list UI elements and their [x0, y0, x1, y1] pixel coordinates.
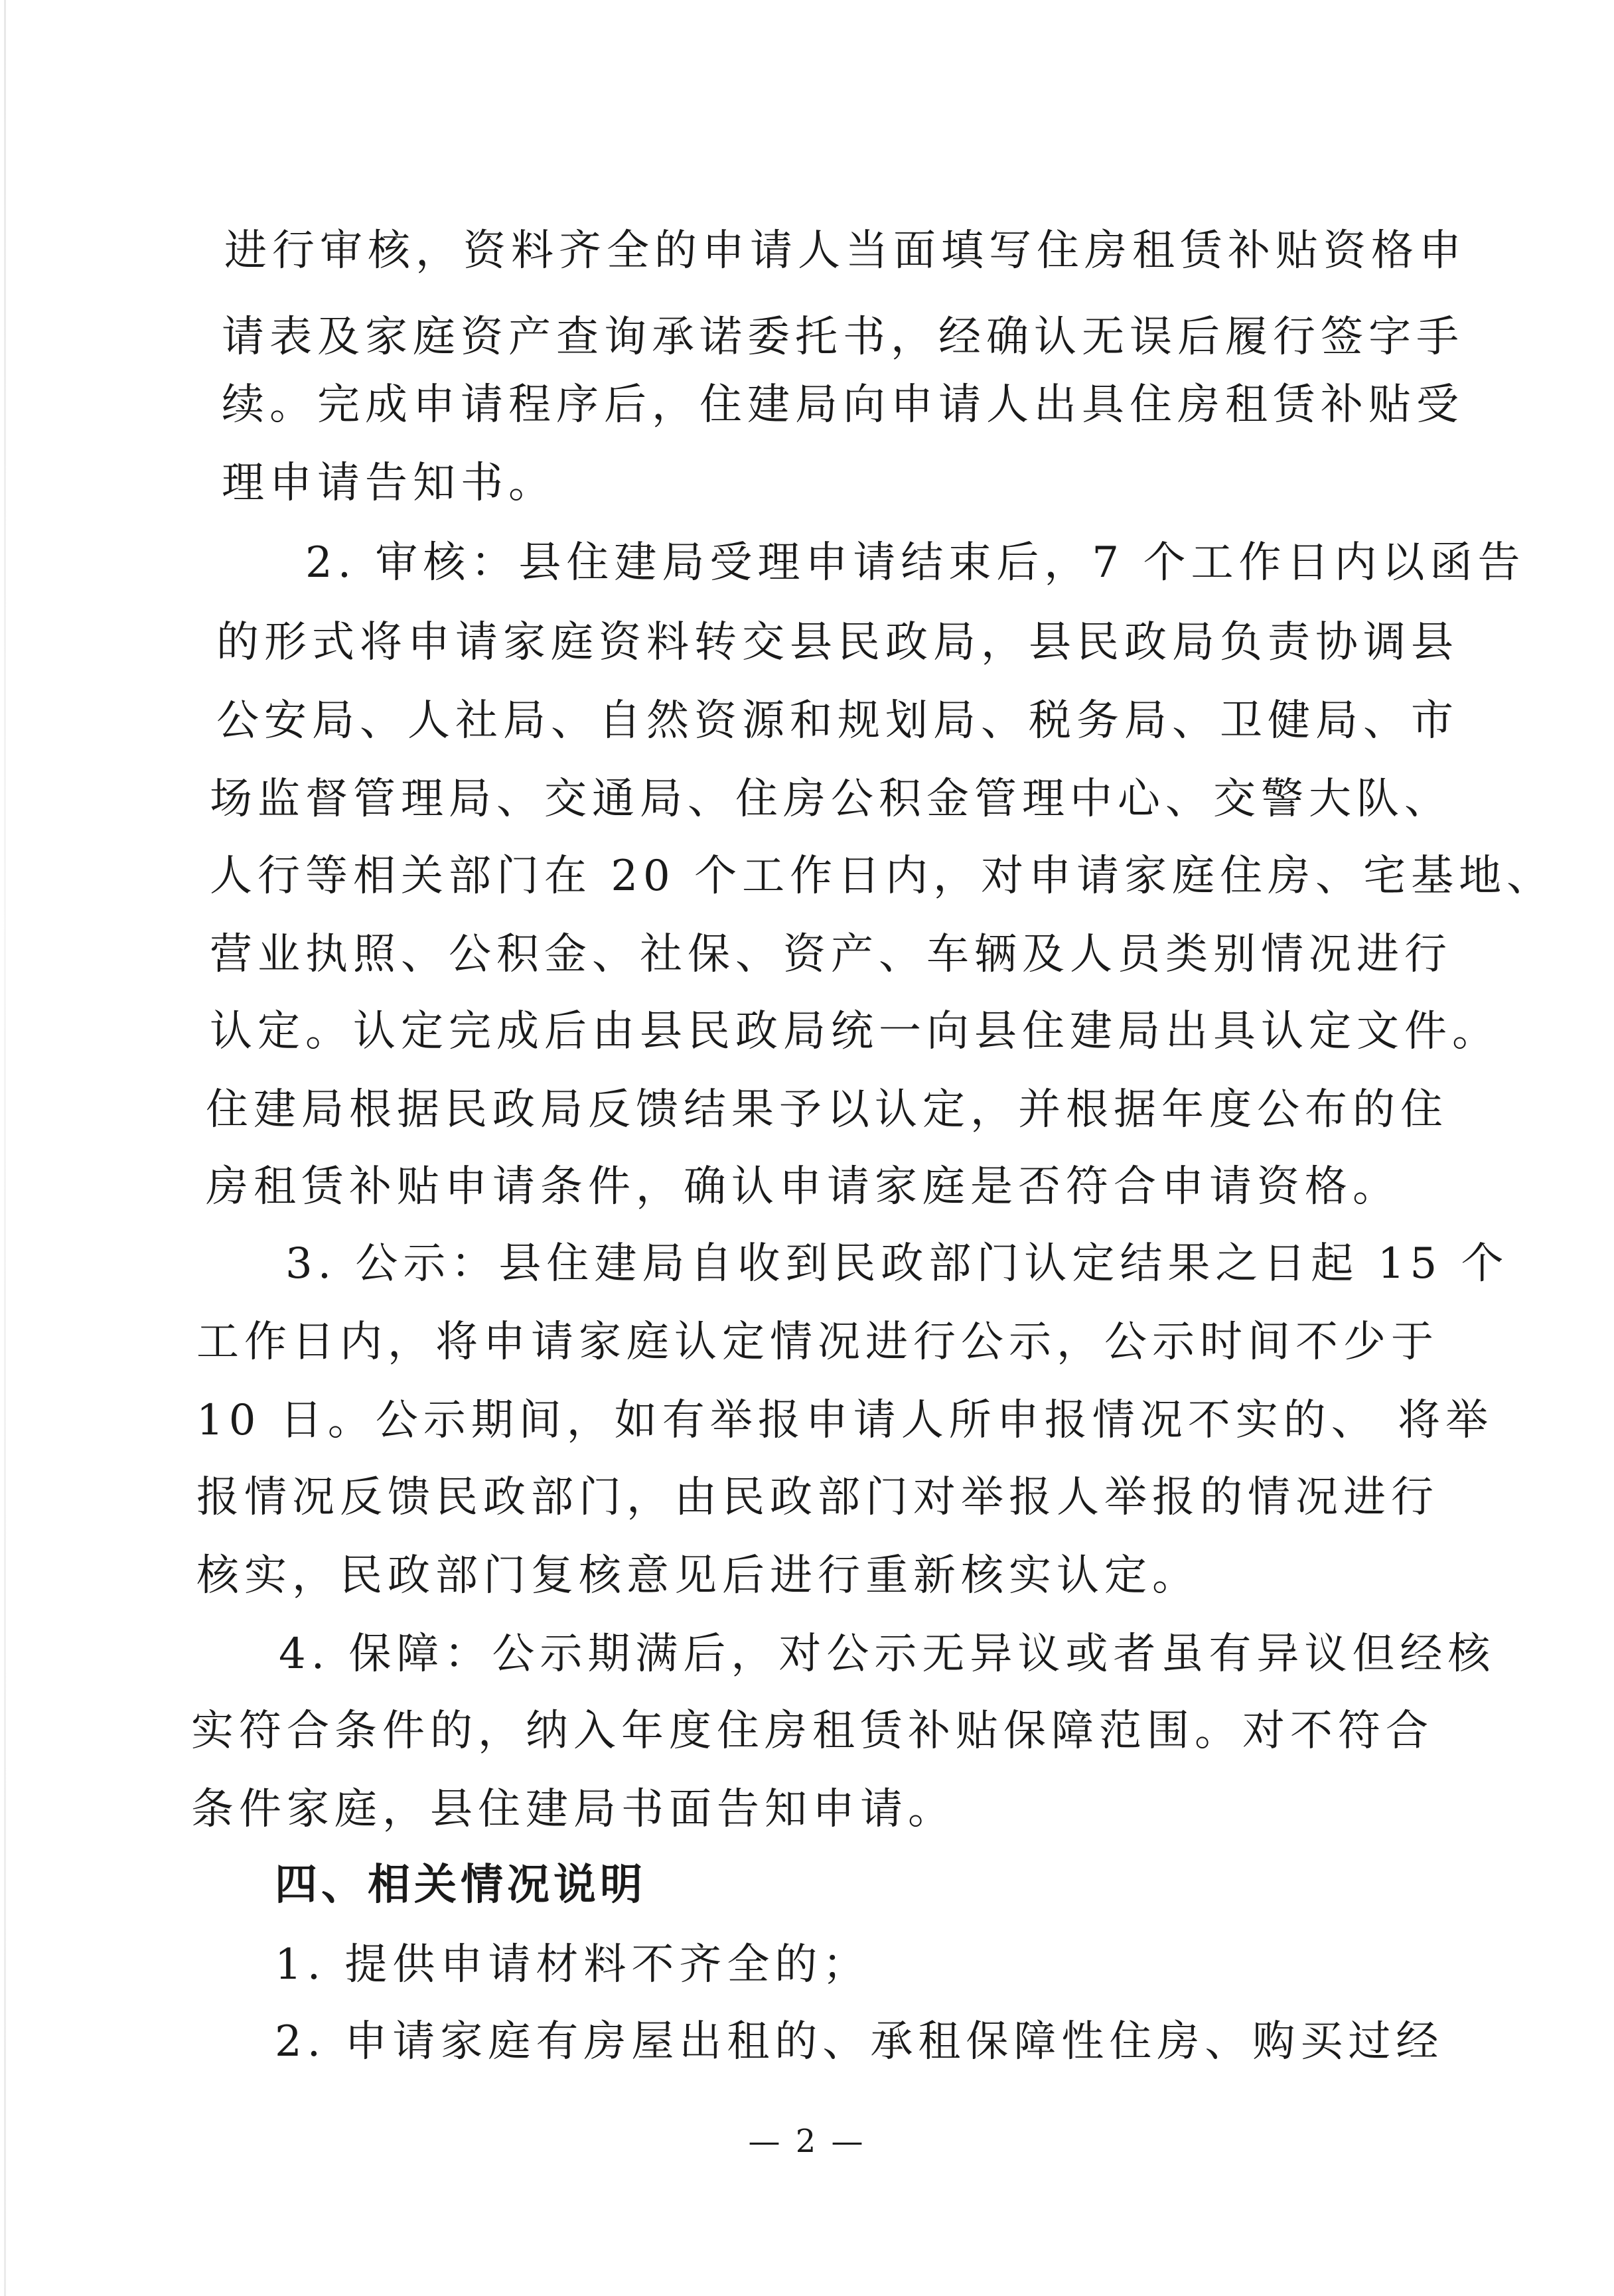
list-item: 1. 提供申请材料不齐全的；	[275, 1940, 871, 1989]
body-line: 核实，民政部门复核意见后进行重新核实认定。	[196, 1551, 1200, 1600]
section-item-4-guarantee: 4. 保障：公示期满后，对公示无异议或者虽有异议但经核	[279, 1630, 1496, 1679]
body-line: 请表及家庭资产查询承诺委托书，经确认无误后履行签字手	[222, 313, 1464, 362]
body-line: 进行审核，资料齐全的申请人当面填写住房租赁补贴资格申	[224, 226, 1467, 275]
list-item: 2. 申请家庭有房屋出租的、承租保障性住房、购买过经	[275, 2017, 1444, 2066]
body-line: 工作日内，将申请家庭认定情况进行公示，公示时间不少于	[196, 1318, 1439, 1367]
body-line: 理申请告知书。	[222, 459, 556, 508]
section-item-2-review: 2. 审核：县住建局受理申请结束后，7 个工作日内以函告	[305, 538, 1526, 587]
body-line: 公安局、人社局、自然资源和规划局、税务局、卫健局、市	[216, 696, 1459, 745]
section-item-3-publicity: 3. 公示：县住建局自收到民政部门认定结果之日起 15 个	[285, 1239, 1509, 1288]
body-line: 住建局根据民政局反馈结果予以认定，并根据年度公布的住	[206, 1085, 1448, 1134]
body-line: 条件家庭，县住建局书面告知申请。	[191, 1785, 956, 1834]
section-heading-related-notes: 四、相关情况说明	[275, 1861, 646, 1910]
body-line: 报情况反馈民政部门，由民政部门对举报人举报的情况进行	[196, 1473, 1439, 1522]
body-line: 的形式将申请家庭资料转交县民政局，县民政局负责协调县	[216, 618, 1459, 667]
body-line: 认定。认定完成后由县民政局统一向县住建局出具认定文件。	[210, 1007, 1500, 1056]
body-line: 续。完成申请程序后，住建局向申请人出具住房租赁补贴受	[222, 380, 1464, 429]
body-line: 房租赁补贴申请条件，确认申请家庭是否符合申请资格。	[206, 1162, 1400, 1211]
page-number: — 2 —	[748, 2123, 866, 2160]
body-line: 人行等相关部门在 20 个工作日内，对申请家庭住房、宅基地、	[210, 852, 1555, 901]
body-line: 营业执照、公积金、社保、资产、车辆及人员类别情况进行	[210, 930, 1452, 979]
body-line: 实符合条件的，纳入年度住房租赁补贴保障范围。对不符合	[191, 1707, 1433, 1756]
scan-edge-shadow	[4, 0, 6, 2296]
body-line: 场监督管理局、交通局、住房公积金管理中心、交警大队、	[210, 775, 1452, 824]
body-line: 10 日。公示期间，如有举报申请人所申报情况不实的、 将举	[196, 1396, 1494, 1445]
